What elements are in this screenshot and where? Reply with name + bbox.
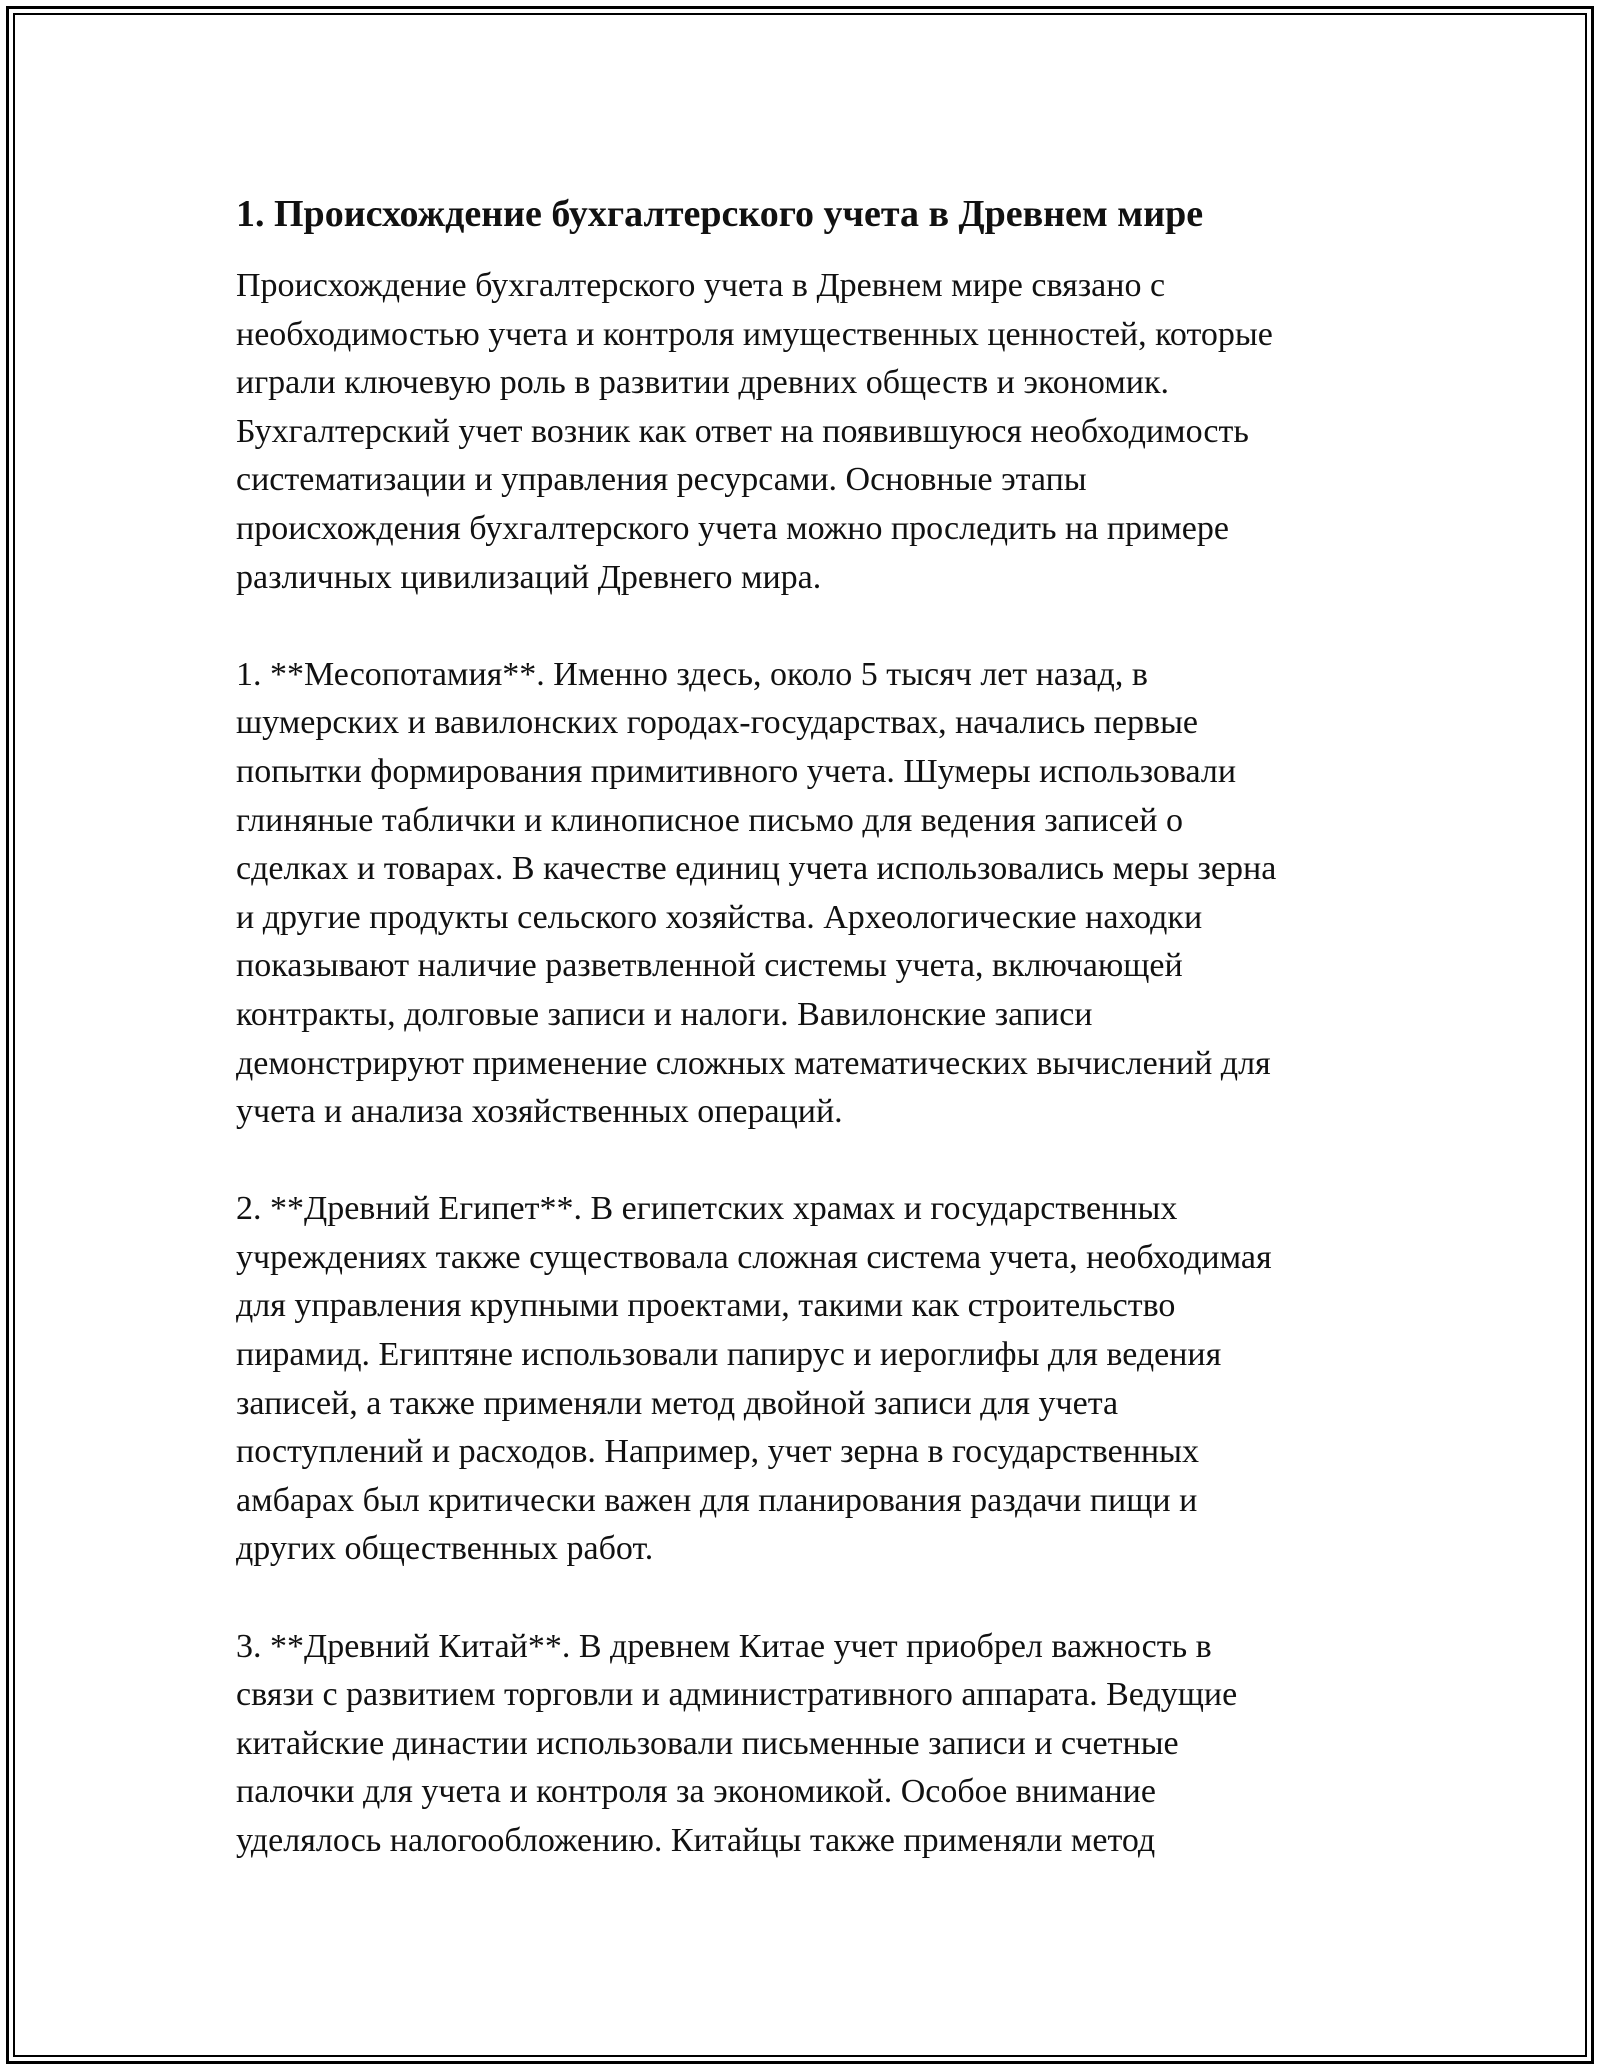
text-line: происхождения бухгалтерского учета можно проследить на примере (236, 509, 1229, 547)
text-line: и другие продукты сельского хозяйства. Археологические находки (236, 898, 1203, 936)
text-line: попытки формирования примитивного учета. Шумеры использовали (236, 752, 1237, 790)
text-line: Происхождение бухгалтерского учета в Древнем мире связано с (236, 267, 1166, 304)
text-line: учета и анализа хозяйственных операций. (236, 1093, 843, 1131)
text-line: показывают наличие разветвленной системы учета, включающей (236, 947, 1183, 985)
text-line: связи с развитием торговли и административного аппарата. Ведущие (236, 1676, 1238, 1714)
text-line: контракты, долговые записи и налоги. Вавилонские записи (236, 995, 1093, 1033)
text-line: пирамид. Египтяне использовали папирус и иероглифы для ведения (236, 1336, 1222, 1374)
text-line: Бухгалтерский учет возник как ответ на появившуюся необходимость (236, 412, 1249, 450)
blank-line (236, 1137, 1376, 1186)
text-line: 1. **Месопотамия**. Именно здесь, около 5 тысяч лет назад, в (236, 655, 1148, 693)
text-line: палочки для учета и контроля за экономикой. Особое внимание (236, 1773, 1156, 1811)
blank-line (236, 602, 1376, 651)
text-line: записей, а также применяли метод двойной записи для учета (236, 1384, 1119, 1422)
text-line: различных цивилизаций Древнего мира. (236, 558, 822, 596)
text-line: играли ключевую роль в развитии древних обществ и экономик. (236, 364, 1169, 402)
document-content (236, 186, 1376, 1866)
text-line: демонстрируют применение сложных математических вычислений для (236, 1044, 1271, 1082)
section-title: 1. Происхождение бухгалтерского учета в Древнем мире (236, 193, 1204, 235)
document-body (236, 262, 1376, 1866)
text-line: 3. **Древний Китай**. В древнем Китае учет приобрел важность в (236, 1627, 1212, 1665)
text-line: 2. **Древний Египет**. В египетских храмах и государственных (236, 1190, 1178, 1228)
text-line: сделках и товарах. В качестве единиц учета использовались меры зерна (236, 850, 1277, 888)
text-line: для управления крупными проектами, такими как строительство (236, 1287, 1176, 1325)
text-line: других общественных работ. (236, 1530, 654, 1568)
text-line: глиняные таблички и клинописное письмо для ведения записей о (236, 801, 1183, 839)
text-line: амбарах был критически важен для планирования раздачи пищи и (236, 1481, 1198, 1519)
text-line: поступлений и расходов. Например, учет зерна в государственных (236, 1433, 1199, 1471)
text-line: систематизации и управления ресурсами. Основные этапы (236, 461, 1087, 499)
text-line: шумерских и вавилонских городах-государствах, начались первые (236, 704, 1199, 742)
blank-line (236, 1574, 1376, 1623)
text-line: китайские династии использовали письменные записи и счетные (236, 1724, 1179, 1762)
text-line: уделялось налогообложению. Китайцы также применяли метод (236, 1822, 1156, 1859)
text-line: необходимостью учета и контроля имущественных ценностей, которые (236, 315, 1273, 353)
text-line: учреждениях также существовала сложная система учета, необходимая (236, 1238, 1272, 1276)
